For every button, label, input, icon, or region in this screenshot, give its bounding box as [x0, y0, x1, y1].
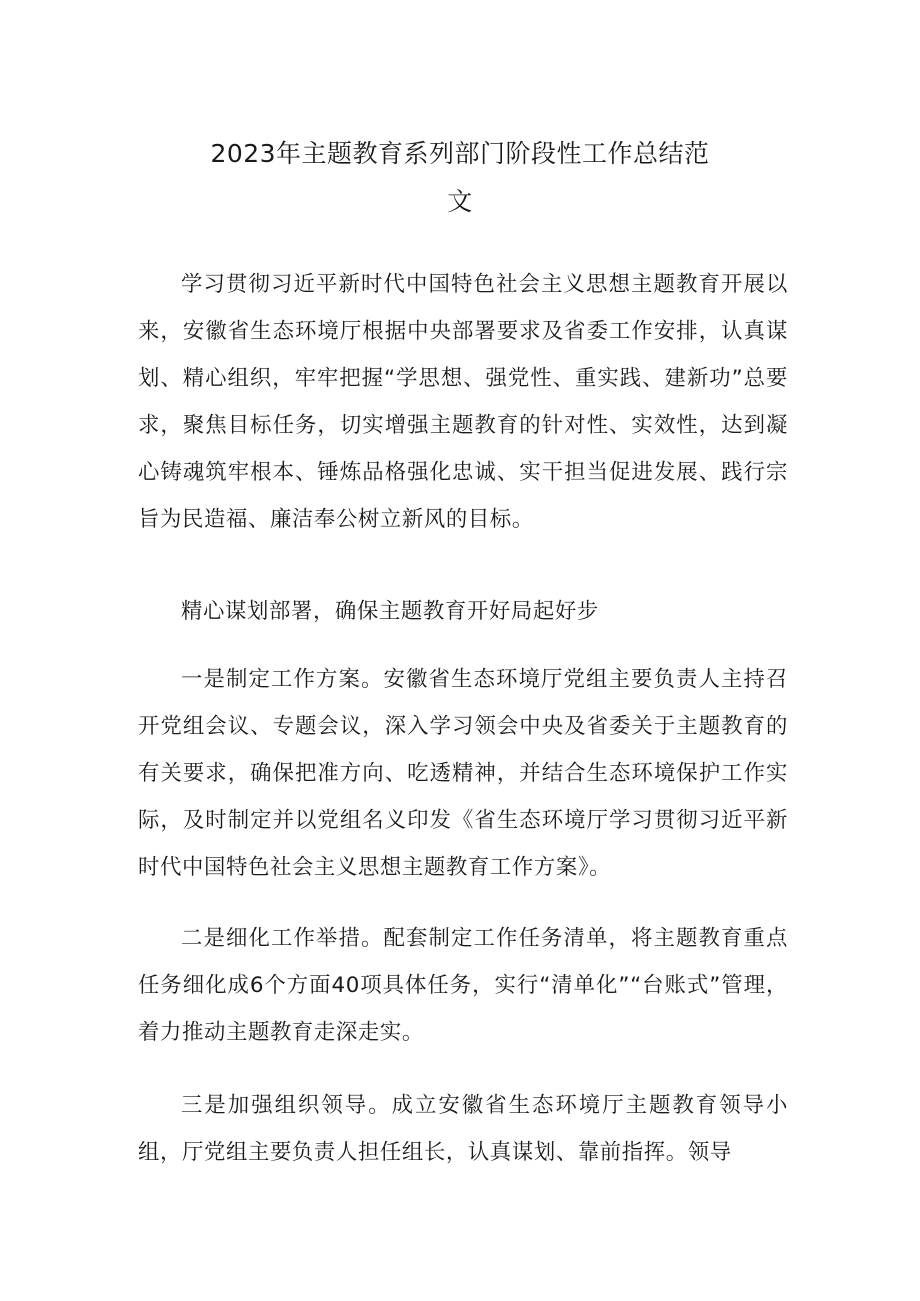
paragraph-work-measures: 二是细化工作举措。配套制定工作任务清单，将主题教育重点任务细化成6个方面40项具体任务，实行“清单化”“台账式”管理，着力推动主题教育走深走实。: [138, 926, 788, 1045]
section-heading: 精心谋划部署，确保主题教育开好局起好步: [181, 599, 599, 624]
paragraph-work-plan: 一是制定工作方案。安徽省生态环境厅党组主要负责人主持召开党组会议、专题会议，深入学习领会中央及省委关于主题教育的有关要求，确保把准方向、吃透精神，并结合生态环境保护工作实际，及时制定并以党组名义印发《省生态环境厅学习贯彻习近平新时代中国特色社会主义思想主题教育工作方案》。: [138, 667, 788, 880]
paragraph-leadership: 三是加强组织领导。成立安徽省生态环境厅主题教育领导小组，厅党组主要负责人担任组长，认真谋划、靠前指挥。领导: [138, 1093, 788, 1165]
document-title-line-2: 文: [447, 187, 473, 216]
document-title-line-1: 2023年主题教育系列部门阶段性工作总结范: [210, 139, 710, 168]
intro-paragraph: 学习贯彻习近平新时代中国特色社会主义思想主题教育开展以来，安徽省生态环境厅根据中央部署要求及省委工作安排，认真谋划、精心组织，牢牢把握“学思想、强党性、重实践、建新功”总要求，聚焦目标任务，切实增强主题教育的针对性、实效性，达到凝心铸魂筑牢根本、锤炼品格强化忠诚、实干担当促进发展、践行宗旨为民造福、廉洁奉公树立新风的目标。: [138, 272, 788, 532]
